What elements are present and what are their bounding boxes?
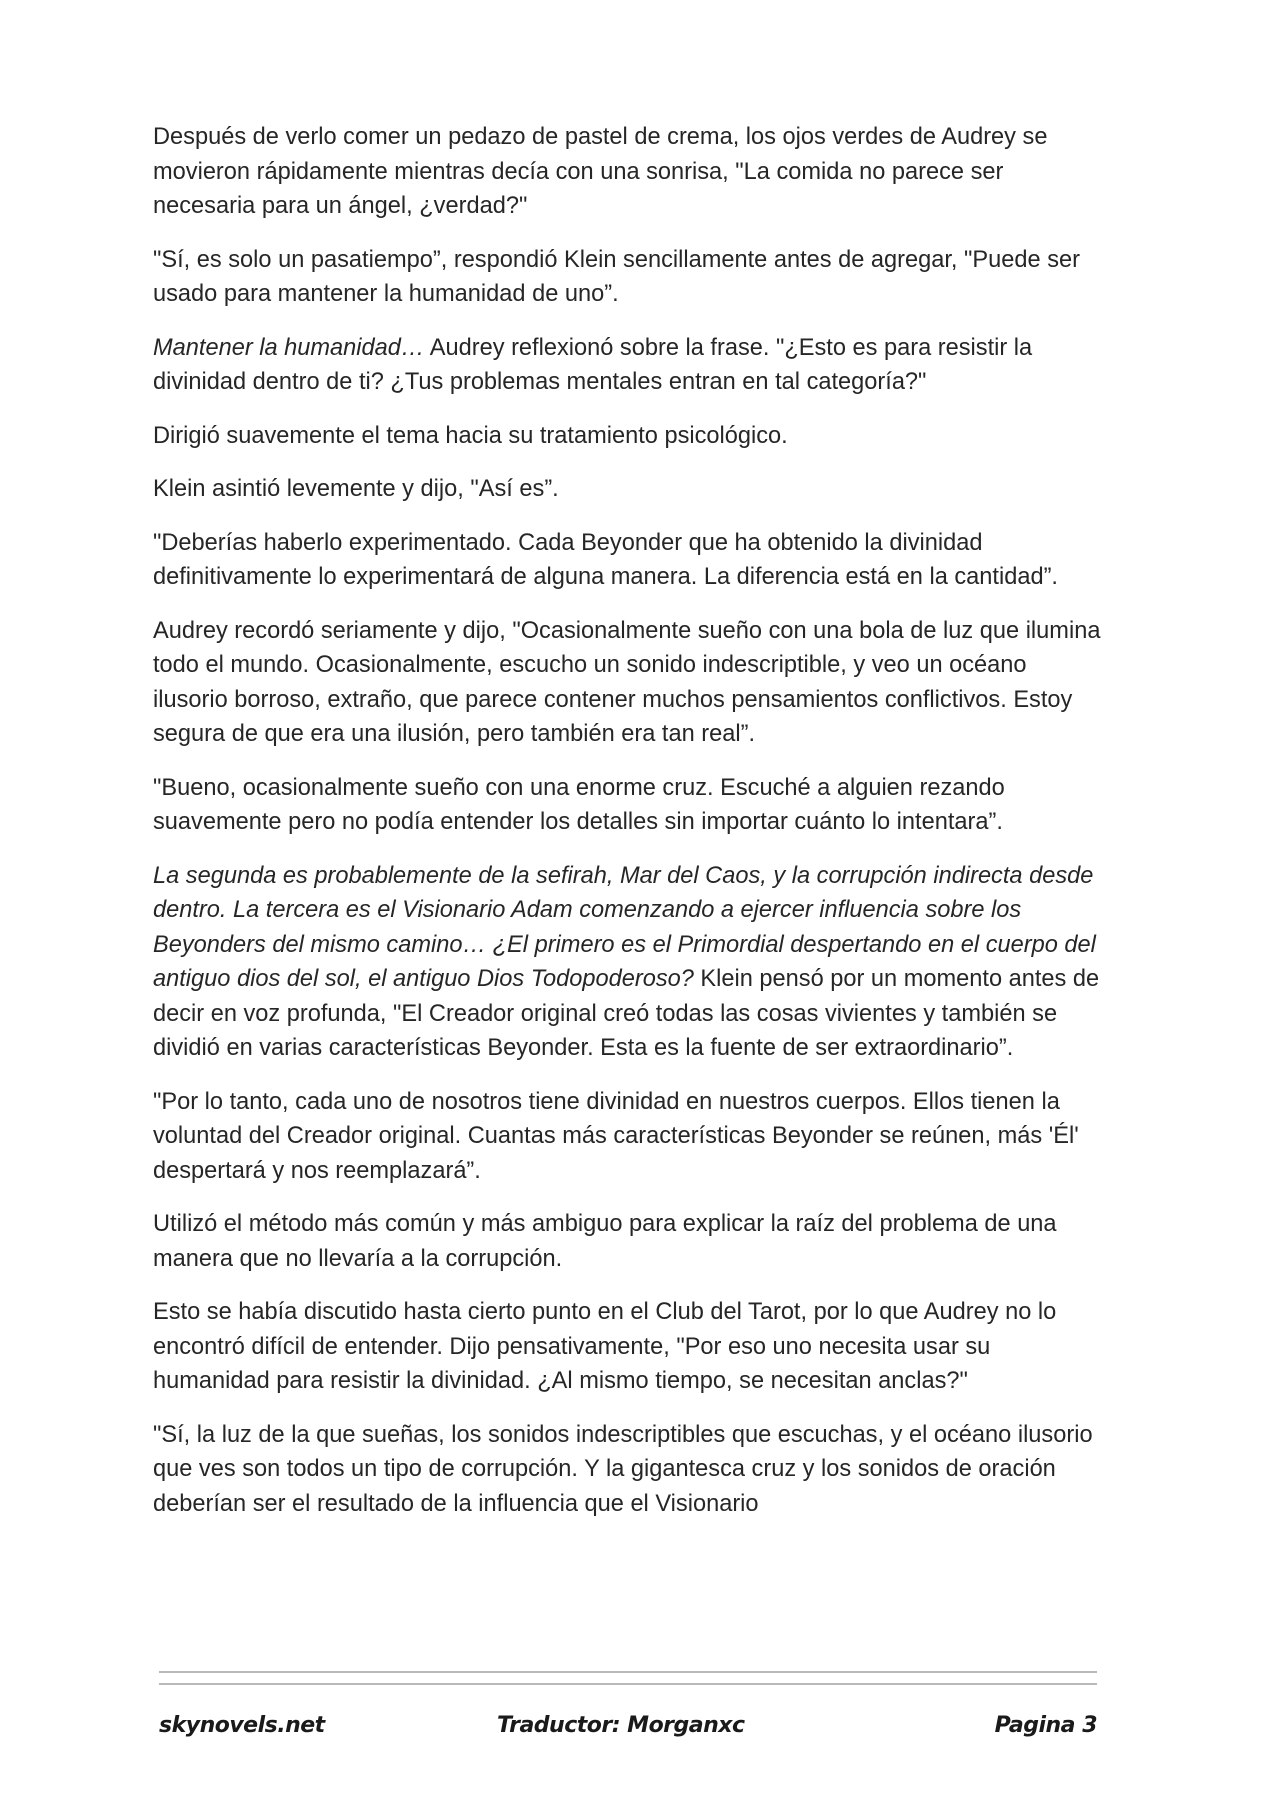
page-body: [153, 120, 1103, 1521]
paragraph-11: Utilizó el método más común y más ambiguo para explicar la raíz del problema de una manera que no llevaría a la corrupción.: [153, 1211, 1057, 1272]
paragraph-6: "Deberías haberlo experimentado. Cada Beyonder que ha obtenido la divinidad definitivamente lo experimentará de alguna manera. La diferencia está en la cantidad”.: [153, 529, 1058, 590]
paragraph-10: "Por lo tanto, cada uno de nosotros tiene divinidad en nuestros cuerpos. Ellos tienen la voluntad del Creador original. Cuantas más características Beyonder se reúnen, más 'Él' despertará y nos reemplazará”.: [153, 1088, 1079, 1184]
paragraph-9: La segunda es probablemente de la sefirah, Mar del Caos, y la corrupción indirecta desde dentro. La tercera es el Visionario Adam comenzando a ejercer influencia sobre los Beyonders del mismo camino… ¿El primero es el Primordial despertando en el cuerpo del antiguo dios del sol, el antiguo Dios Todopoderoso? Klein pensó por un momento antes de decir en voz profunda, "El Creador original creó todas las cosas vivientes y también se dividió en varias características Beyonder. Esta es la fuente de ser extraordinario”.: [153, 862, 1100, 1061]
footer-translator: Traductor: Morganxc: [497, 1713, 745, 1738]
paragraph-7: Audrey recordó seriamente y dijo, "Ocasionalmente sueño con una bola de luz que ilumina todo el mundo. Ocasionalmente, escucho un sonido indescriptible, y veo un océano ilusorio borroso, extraño, que parece contener muchos pensamientos conflictivos. Estoy segura de que era una ilusión, pero también era tan real”.: [153, 617, 1101, 747]
footer-divider-top: [159, 1671, 1097, 1673]
paragraph-1: Después de verlo comer un pedazo de pastel de crema, los ojos verdes de Audrey se movieron rápidamente mientras decía con una sonrisa, "La comida no parece ser necesaria para un ángel, ¿verdad?": [153, 124, 1048, 219]
paragraph-13: "Sí, la luz de la que sueñas, los sonidos indescriptibles que escuchas, y el océano ilusorio que ves son todos un tipo de corrupción. Y la gigantesca cruz y los sonidos de oración deberían ser el resultado de la influencia que el Visionario: [153, 1421, 1093, 1517]
paragraph-12: Esto se había discutido hasta cierto punto en el Club del Tarot, por lo que Audrey no lo encontró difícil de entender. Dijo pensativamente, "Por eso uno necesita usar su humanidad para resistir la divinidad. ¿Al mismo tiempo, se necesitan anclas?": [153, 1299, 1057, 1394]
paragraph-4: Dirigió suavemente el tema hacia su tratamiento psicológico.: [153, 422, 788, 449]
paragraph-3: Mantener la humanidad… Audrey reflexionó sobre la frase. "¿Esto es para resistir la divinidad dentro de ti? ¿Tus problemas mentales entran en tal categoría?": [153, 334, 1033, 395]
italic-thought: La segunda es probablemente de la sefirah, Mar del Caos, y la corrupción indirecta desde dentro. La tercera es el Visionario Adam comenzando a ejercer influencia sobre los Beyonders del mismo camino… ¿El primero es el Primordial despertando en el cuerpo del antiguo dios del sol, el antiguo Dios Todopoderoso?: [153, 862, 1096, 992]
footer-divider-bottom: [159, 1683, 1097, 1685]
paragraph-8: "Bueno, ocasionalmente sueño con una enorme cruz. Escuché a alguien rezando suavemente pero no podía entender los detalles sin importar cuánto lo intentara”.: [153, 774, 1005, 835]
italic-phrase: Mantener la humanidad…: [153, 334, 425, 361]
paragraph-2: "Sí, es solo un pasatiempo”, respondió Klein sencillamente antes de agregar, "Puede ser usado para mantener la humanidad de uno”.: [153, 246, 1080, 307]
footer-page-number: Pagina 3: [994, 1713, 1097, 1738]
paragraph-5: Klein asintió levemente y dijo, "Así es”.: [153, 476, 559, 502]
footer-site: skynovels.net: [159, 1713, 325, 1738]
